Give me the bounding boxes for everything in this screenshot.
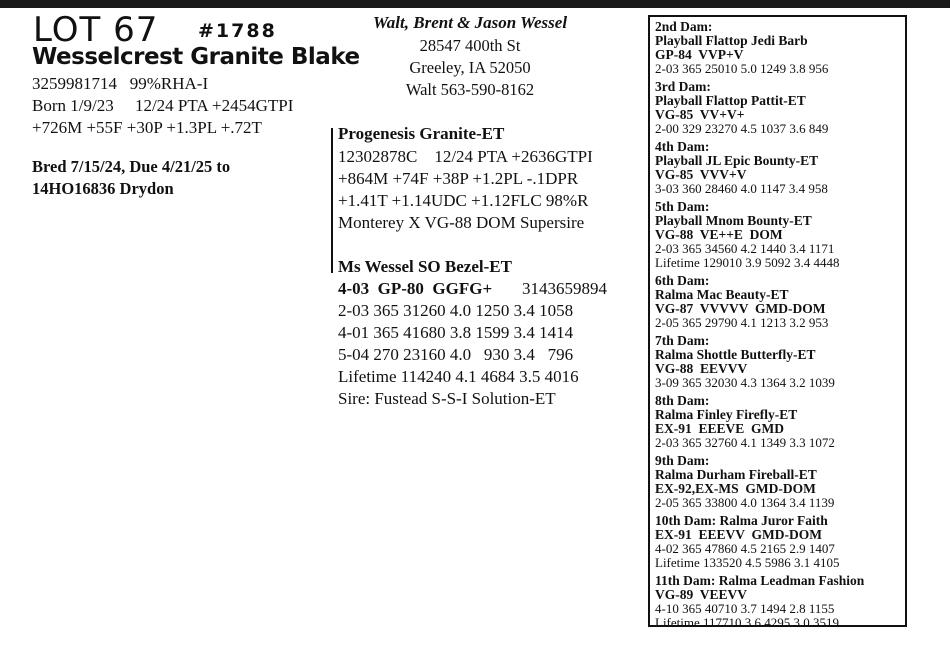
ped-5-name: Playball Mnom Bounty-ET	[655, 213, 812, 228]
ped-3-name: Playball Flattop Pattit-ET	[655, 93, 806, 108]
sire-name: Progenesis Granite-ET	[338, 124, 505, 143]
pedigree-bracket	[331, 128, 333, 273]
ped-5-header: 5th Dam:	[655, 199, 710, 214]
ped-7-header: 7th Dam:	[655, 333, 710, 348]
ped-8-class: EX-91 EEEVE GMD	[655, 421, 785, 436]
ped-9-class: EX-92,EX-MS GMD-DOM	[655, 481, 816, 496]
ped-11-lifetime: Lifetime 117710 3.6 4295 3.0 3519	[655, 615, 840, 630]
dam-registration: 3143659894	[522, 279, 607, 298]
top-border	[0, 0, 950, 8]
dam-name: Ms Wessel SO Bezel-ET	[338, 257, 512, 276]
ped-4-class: VG-85 VVV+V	[655, 167, 747, 182]
animal-registration: 3259981714 99%RHA-I	[32, 74, 209, 93]
pedigree-box	[648, 15, 907, 630]
dam-classification: 4-03 GP-80 GGFG+	[338, 279, 493, 298]
owner-city: Greeley, IA 52050	[409, 58, 531, 77]
ped-8-name: Ralma Finley Firefly-ET	[655, 407, 798, 422]
animal-birth-pta: Born 1/9/23 12/24 PTA +2454GTPI	[32, 96, 294, 115]
ped-3-class: VG-85 VV+V+	[655, 107, 745, 122]
ped-9-record: 2-05 365 33800 4.0 1364 3.4 1139	[655, 495, 835, 510]
ped-9-header: 9th Dam:	[655, 453, 710, 468]
ped-10-lifetime: Lifetime 133520 4.5 5986 3.1 4105	[655, 555, 840, 570]
ped-3-header: 3rd Dam:	[655, 79, 711, 94]
ped-4-record: 3-03 360 28460 4.0 1147 3.4 958	[655, 181, 828, 196]
ped-11-record: 4-10 365 40710 3.7 1494 2.8 1155	[655, 601, 835, 616]
ped-10-class: EX-91 EEEVV GMD-DOM	[655, 527, 822, 542]
ped-2-name: Playball Flattop Jedi Barb	[655, 33, 808, 48]
ped-10-record: 4-02 365 47860 4.5 2165 2.9 1407	[655, 541, 835, 556]
ped-8-header: 8th Dam:	[655, 393, 710, 408]
bred-info-line-1: Bred 7/15/24, Due 4/21/25 to	[32, 157, 231, 176]
sire-line-3: +1.41T +1.14UDC +1.12FLC 98%R	[338, 191, 589, 210]
ped-5-record: 2-03 365 34560 4.2 1440 3.4 1171	[655, 241, 835, 256]
owner-name: Walt, Brent & Jason Wessel	[372, 13, 568, 32]
ped-6-name: Ralma Mac Beauty-ET	[655, 287, 789, 302]
lot-title: LOT 67	[33, 10, 159, 50]
ped-7-record: 3-09 365 32030 4.3 1364 3.2 1039	[655, 375, 835, 390]
owner-phone: Walt 563-590-8162	[405, 80, 535, 99]
dam-record-1: 2-03 365 31260 4.0 1250 3.4 1058	[338, 301, 574, 320]
ped-8-record: 2-03 365 32760 4.1 1349 3.3 1072	[655, 435, 835, 450]
ped-4-header: 4th Dam:	[655, 139, 710, 154]
ped-5-lifetime: Lifetime 129010 3.9 5092 3.4 4448	[655, 255, 840, 270]
sire-line-1: 12302878C 12/24 PTA +2636GTPI	[338, 147, 593, 166]
ped-11-class: VG-89 VEEVV	[655, 587, 748, 602]
dam-sire: Sire: Fustead S-S-I Solution-ET	[338, 389, 556, 408]
ped-9-name: Ralma Durham Fireball-ET	[655, 467, 817, 482]
ped-5-class: VG-88 VE++E DOM	[655, 227, 783, 242]
dam-lifetime: Lifetime 114240 4.1 4684 3.5 4016	[338, 367, 579, 386]
ped-11-header: 11th Dam: Ralma Leadman Fashion	[655, 573, 865, 588]
sire-line-2: +864M +74F +38P +1.2PL -.1DPR	[338, 169, 579, 188]
ped-2-class: GP-84 VVP+V	[655, 47, 744, 62]
dam-record-3: 5-04 270 23160 4.0 930 3.4 796	[338, 345, 574, 364]
sire-line-4: Monterey X VG-88 DOM Supersire	[338, 213, 585, 232]
bred-info-line-2: 14HO16836 Drydon	[32, 179, 174, 198]
animal-name: Wesselcrest Granite Blake	[32, 44, 360, 70]
ped-3-record: 2-00 329 23270 4.5 1037 3.6 849	[655, 121, 829, 136]
ped-2-header: 2nd Dam:	[655, 19, 713, 34]
owner-address: 28547 400th St	[419, 36, 521, 55]
ped-2-record: 2-03 365 25010 5.0 1249 3.8 956	[655, 61, 829, 76]
ped-6-record: 2-05 365 29790 4.1 1213 3.2 953	[655, 315, 829, 330]
ped-6-header: 6th Dam:	[655, 273, 710, 288]
dam-record-2: 4-01 365 41680 3.8 1599 3.4 1414	[338, 323, 574, 342]
ped-4-name: Playball JL Epic Bounty-ET	[655, 153, 819, 168]
animal-genomics: +726M +55F +30P +1.3PL +.72T	[32, 118, 262, 137]
ped-6-class: VG-87 VVVVV GMD-DOM	[655, 301, 826, 316]
ped-7-name: Ralma Shottle Butterfly-ET	[655, 347, 816, 362]
lot-number: #1788	[198, 20, 277, 42]
ped-7-class: VG-88 EEVVV	[655, 361, 748, 376]
ped-10-header: 10th Dam: Ralma Juror Faith	[655, 513, 828, 528]
